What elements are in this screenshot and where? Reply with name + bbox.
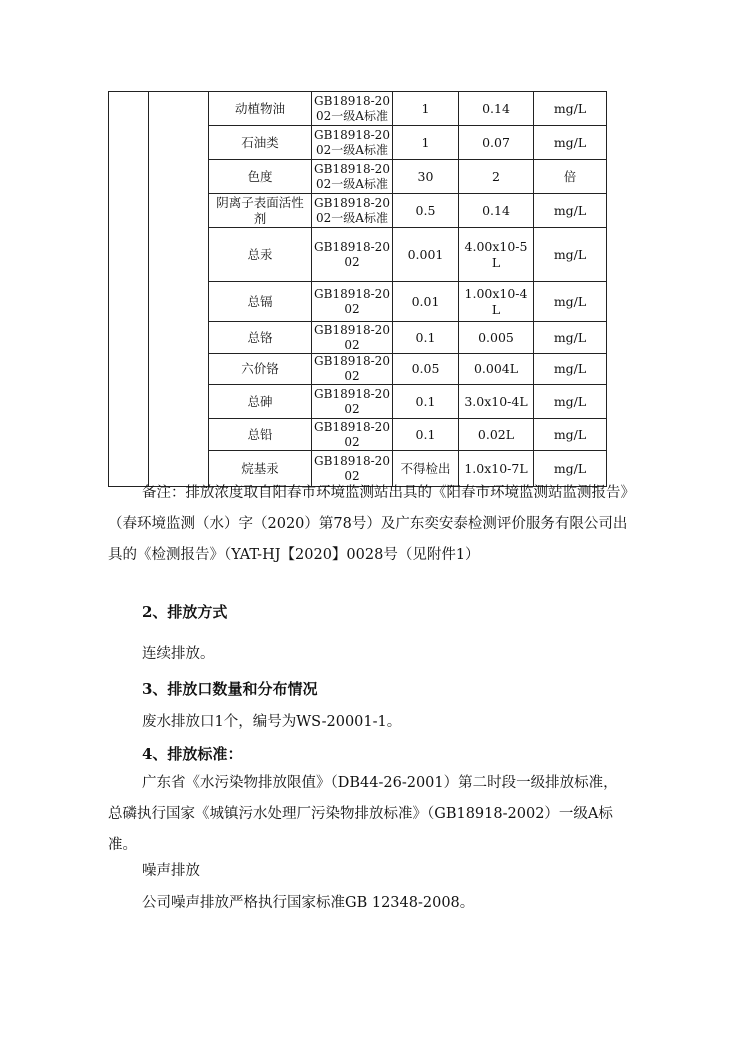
pollutant-cell: [209, 419, 312, 451]
unit-cell: [534, 228, 607, 282]
standard-cell-text: GB18918-2002一级A标准: [314, 93, 390, 123]
pollutant-cell-text: 阴离子表面活性剂: [216, 194, 304, 226]
measured-cell-text: 0.02L: [477, 426, 515, 442]
emission-table: [108, 91, 607, 487]
pollutant-cell: [209, 160, 312, 194]
pollutant-cell: [209, 194, 312, 228]
measured-cell: [459, 126, 534, 160]
section4-heading: 4、排放标准：: [142, 745, 243, 763]
standard-cell-text: GB18918-2002一级A标准: [314, 161, 390, 191]
standard-cell: [312, 160, 393, 194]
unit-cell-text: mg/L: [553, 202, 587, 218]
measured-cell-text: 1.00x10-4L: [464, 285, 528, 317]
pollutant-cell: [209, 228, 312, 282]
measured-cell: [459, 194, 534, 228]
standard-cell: [312, 354, 393, 385]
standard-cell-text: GB18918-2002: [314, 453, 390, 483]
measured-cell: [459, 322, 534, 354]
limit-cell: [393, 160, 459, 194]
unit-cell-text: mg/L: [553, 134, 587, 150]
limit-cell-text: 0.001: [407, 246, 444, 262]
standard-cell-text: GB18918-2002: [314, 239, 390, 269]
section2-text: 连续排放。: [142, 646, 215, 662]
pollutant-cell-text: 动植物油: [234, 100, 285, 116]
unit-cell-text: mg/L: [553, 393, 587, 409]
limit-cell-text: 0.1: [415, 393, 436, 409]
limit-cell: [393, 385, 459, 419]
unit-cell: [534, 385, 607, 419]
pollutant-cell: [209, 126, 312, 160]
unit-cell: [534, 126, 607, 160]
merged-col-1: [109, 92, 149, 487]
merged-col-2: [149, 92, 209, 487]
limit-cell: [393, 354, 459, 385]
unit-cell: [534, 160, 607, 194]
limit-cell: [393, 322, 459, 354]
unit-cell: [534, 92, 607, 126]
limit-cell-text: 0.5: [415, 202, 436, 218]
pollutant-cell: [209, 322, 312, 354]
section3-text: 废水排放口1个，编号为WS-20001-1。: [142, 714, 402, 730]
limit-cell: [393, 228, 459, 282]
table-note: 备注：排放浓度取自阳春市环境监测站出具的《阳春市环境监测站监测报告》（春环境监测（水）字（2020）第78号）及广东奕安泰检测评价服务有限公司出具的《检测报告》（YAT-HJ【2020】0028号（见附件1）: [108, 485, 628, 563]
section2-heading: 2、排放方式: [142, 603, 228, 621]
unit-cell-text: 倍: [563, 168, 577, 184]
noise-text: 公司噪声排放严格执行国家标准GB 12348-2008。: [142, 895, 475, 911]
standard-cell: [312, 385, 393, 419]
measured-cell-text: 1.0x10-7L: [464, 460, 528, 476]
pollutant-cell-text: 总铅: [247, 426, 273, 442]
unit-cell-text: mg/L: [553, 329, 587, 345]
limit-cell-text: 0.1: [415, 426, 436, 442]
measured-cell-text: 4.00x10-5L: [464, 238, 528, 270]
standard-cell-text: GB18918-2002: [314, 386, 390, 416]
limit-cell: [393, 282, 459, 322]
standard-cell-text: GB18918-2002: [314, 419, 390, 449]
unit-cell: [534, 322, 607, 354]
measured-cell: [459, 160, 534, 194]
unit-cell: [534, 282, 607, 322]
measured-cell: [459, 92, 534, 126]
measured-cell-text: 0.07: [482, 134, 510, 150]
noise-heading: 噪声排放: [142, 863, 200, 879]
measured-cell-text: 0.14: [482, 100, 510, 116]
pollutant-cell-text: 总砷: [247, 393, 273, 409]
pollutant-cell: [209, 282, 312, 322]
limit-cell-text: 不得检出: [400, 460, 451, 476]
standard-cell: [312, 322, 393, 354]
section4-text: 广东省《水污染物排放限值》（DB44-26-2001）第二时段一级排放标准，总磷执行国家《城镇污水处理厂污染物排放标准》（GB18918-2002）一级A标准。: [108, 775, 618, 853]
pollutant-cell-text: 烷基汞: [241, 460, 279, 476]
measured-cell: [459, 282, 534, 322]
limit-cell-text: 0.1: [415, 329, 436, 345]
measured-cell: [459, 419, 534, 451]
unit-cell-text: mg/L: [553, 460, 587, 476]
limit-cell: [393, 419, 459, 451]
unit-cell: [534, 354, 607, 385]
pollutant-cell-text: 总铬: [247, 329, 273, 345]
standard-cell: [312, 194, 393, 228]
section3-heading: 3、排放口数量和分布情况: [142, 680, 318, 698]
standard-cell: [312, 126, 393, 160]
unit-cell-text: mg/L: [553, 100, 587, 116]
limit-cell-text: 0.05: [411, 361, 440, 376]
measured-cell-text: 0.004L: [473, 361, 519, 376]
unit-cell: [534, 419, 607, 451]
measured-cell-text: 0.005: [478, 329, 514, 345]
standard-cell-text: GB18918-2002: [314, 354, 390, 383]
measured-cell-text: 0.14: [482, 202, 510, 218]
limit-cell-text: 30: [417, 168, 434, 184]
pollutant-cell-text: 色度: [247, 168, 273, 184]
pollutant-cell: [209, 385, 312, 419]
measured-cell: [459, 354, 534, 385]
limit-cell-text: 0.01: [411, 293, 440, 309]
standard-cell: [312, 228, 393, 282]
limit-cell: [393, 126, 459, 160]
pollutant-cell-text: 六价铬: [241, 361, 279, 376]
measured-cell: [459, 385, 534, 419]
unit-cell-text: mg/L: [553, 361, 587, 376]
unit-cell: [534, 194, 607, 228]
standard-cell: [312, 92, 393, 126]
table-row: [109, 92, 607, 126]
standard-cell-text: GB18918-2002一级A标准: [314, 195, 390, 225]
unit-cell-text: mg/L: [553, 293, 587, 309]
limit-cell-text: 1: [421, 100, 430, 116]
measured-cell-text: 3.0x10-4L: [464, 393, 528, 409]
unit-cell-text: mg/L: [553, 246, 587, 262]
standard-cell: [312, 419, 393, 451]
pollutant-cell-text: 总镉: [247, 293, 273, 309]
standard-cell-text: GB18918-2002一级A标准: [314, 127, 390, 157]
pollutant-cell-text: 总汞: [247, 246, 273, 262]
standard-cell-text: GB18918-2002: [314, 322, 390, 352]
limit-cell: [393, 194, 459, 228]
limit-cell: [393, 92, 459, 126]
unit-cell-text: mg/L: [553, 426, 587, 442]
pollutant-cell: [209, 354, 312, 385]
measured-cell-text: 2: [492, 168, 500, 184]
standard-cell: [312, 282, 393, 322]
measured-cell: [459, 228, 534, 282]
limit-cell-text: 1: [421, 134, 430, 150]
pollutant-cell: [209, 92, 312, 126]
standard-cell-text: GB18918-2002: [314, 286, 390, 316]
pollutant-cell-text: 石油类: [241, 134, 279, 150]
